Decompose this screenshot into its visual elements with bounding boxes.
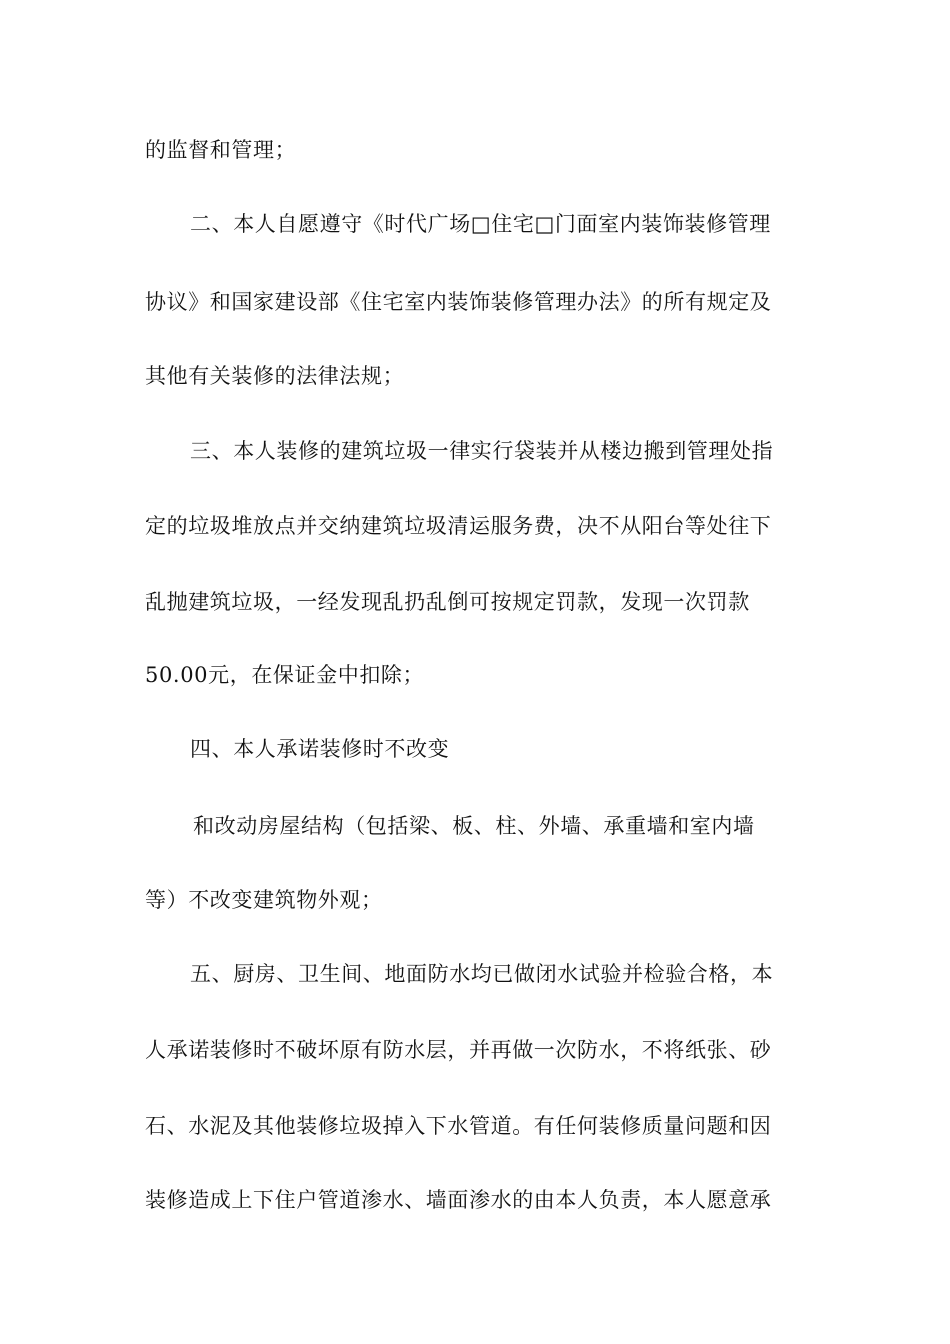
text-line: 定的垃圾堆放点并交纳建筑垃圾清运服务费，决不从阳台等处往下 [145,514,772,538]
clause-four-line: 四、本人承诺装修时不改变 [190,737,450,761]
text-line: 装修造成上下住户管道渗水、墙面渗水的由本人负责，本人愿意承 [145,1188,772,1212]
text-line: 石、水泥及其他装修垃圾掉入下水管道。有任何装修质量问题和因 [145,1114,772,1138]
clause-three-line: 三、本人装修的建筑垃圾一律实行袋装并从楼边搬到管理处指 [190,439,774,463]
text-line: 其他有关装修的法律法规； [145,364,405,388]
text-line: 50.00元，在保证金中扣除； [145,663,425,687]
clause-five-line: 五、厨房、卫生间、地面防水均已做闭水试验并检验合格，本 [190,962,774,986]
text-line: 等）不改变建筑物外观； [145,888,383,912]
clause-two-line: 二、本人自愿遵守《时代广场□住宅□门面室内装饰装修管理 [190,212,771,236]
text-line: 协议》和国家建设部《住宅室内装饰装修管理办法》的所有规定及 [145,290,772,314]
text-line: 乱抛建筑垃圾，一经发现乱扔乱倒可按规定罚款，发现一次罚款 [145,590,750,614]
text-line: 和改动房屋结构（包括梁、板、柱、外墙、承重墙和室内墙 [193,814,755,838]
text-line: 人承诺装修时不破坏原有防水层，并再做一次防水，不将纸张、砂 [145,1038,772,1062]
text-line: 的监督和管理； [145,138,297,162]
